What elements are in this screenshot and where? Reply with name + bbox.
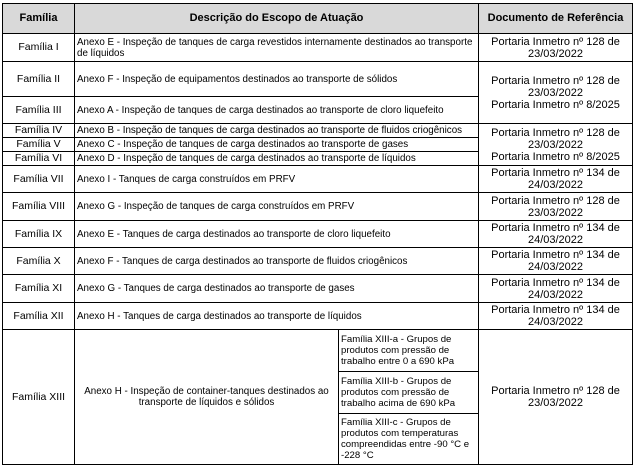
- documento-line: Portaria Inmetro nº 128 de: [491, 35, 620, 48]
- familia-cell: Família XII: [3, 303, 75, 330]
- descricao-cell: Anexo D - Inspeção de tanques de carga destinados ao transporte de líquidos: [75, 152, 479, 166]
- table-row: [3, 34, 633, 62]
- documento-cell: [479, 221, 633, 248]
- documento-cell: [479, 124, 633, 166]
- table-row: [3, 275, 633, 303]
- familia-cell: Família VIII: [3, 193, 75, 221]
- documento-line: Portaria Inmetro nº 128 de: [491, 385, 620, 397]
- familia-cell: Família II: [3, 62, 75, 97]
- descricao-cell: Anexo I - Tanques de carga construídos em PRFV: [75, 166, 479, 193]
- familia-cell: Família IV: [3, 124, 75, 138]
- descricao-cell: Anexo C - Inspeção de tanques de carga destinados ao transporte de gases: [75, 138, 479, 152]
- descricao-cell: Anexo B - Inspeção de tanques de carga destinados ao transporte de fluidos criogênicos: [75, 124, 479, 138]
- documento-line: Portaria Inmetro nº 134 de: [491, 276, 620, 289]
- documento-line: 23/03/2022: [527, 397, 584, 409]
- documento-line: 24/03/2022: [527, 288, 584, 301]
- documento-line: Portaria Inmetro nº 134 de: [491, 167, 620, 179]
- documento-line: Portaria Inmetro nº 134 de: [491, 304, 620, 316]
- header-descricao: Descrição do Escopo de Atuação: [75, 4, 479, 34]
- familia-cell: Família V: [3, 138, 75, 152]
- familia-cell: Família IX: [3, 221, 75, 248]
- documento-cell: [479, 275, 633, 303]
- descricao-cell: Anexo H - Inspeção de container-tanques destinados ao transporte de líquidos e sólidos: [75, 330, 339, 465]
- descricao-cell: Anexo A - Inspeção de tanques de carga destinados ao transporte de cloro liquefeito: [75, 97, 479, 124]
- table-row: [3, 221, 633, 248]
- descricao-cell: Anexo G - Tanques de carga destinados ao transporte de gases: [75, 275, 479, 303]
- documento-line: 24/03/2022: [527, 261, 584, 273]
- descricao-cell: Anexo H - Tanques de carga destinados ao transporte de líquidos: [75, 303, 479, 330]
- documento-line: Portaria Inmetro nº 128 de: [491, 74, 620, 87]
- familia-cell: Família VI: [3, 152, 75, 166]
- documento-line: Portaria Inmetro nº 8/2025: [491, 150, 620, 163]
- documento-line: 24/03/2022: [527, 316, 584, 328]
- descricao-cell: Anexo G - Inspeção de tanques de carga construídos em PRFV: [75, 193, 479, 221]
- descricao-cell: Anexo F - Inspeção de equipamentos destinados ao transporte de sólidos: [75, 62, 479, 97]
- table-row: [3, 166, 633, 193]
- table-row: [3, 62, 633, 97]
- table-row: [3, 330, 633, 372]
- familia-cell: Família X: [3, 248, 75, 275]
- documento-line: Portaria Inmetro nº 8/2025: [491, 98, 620, 111]
- familia-cell: Família III: [3, 97, 75, 124]
- subfamilia-cell: Família XIII-a - Grupos de produtos com pressão de trabalho entre 0 a 690 kPa: [339, 330, 479, 372]
- documento-cell: [479, 330, 633, 465]
- table-row: [3, 193, 633, 221]
- documento-line: Portaria Inmetro nº 128 de: [491, 126, 620, 139]
- familia-cell: Família XIII: [3, 330, 75, 465]
- familia-cell: Família XI: [3, 275, 75, 303]
- header-familia: Família: [3, 4, 75, 34]
- documento-line: 23/03/2022: [527, 86, 584, 99]
- table-row: [3, 303, 633, 330]
- documento-line: Portaria Inmetro nº 128 de: [491, 194, 620, 207]
- documento-line: Portaria Inmetro nº 134 de: [491, 249, 620, 261]
- table-row: [3, 124, 633, 138]
- subfamilia-cell: Família XIII-c - Grupos de produtos com temperaturas compreendidas entre -90 °C e -228 °C: [339, 414, 479, 465]
- documento-line: 23/03/2022: [527, 138, 584, 151]
- documento-cell: [479, 303, 633, 330]
- descricao-cell: Anexo E - Tanques de carga destinados ao transporte de cloro liquefeito: [75, 221, 479, 248]
- scope-table: [2, 3, 633, 465]
- documento-line: 23/03/2022: [527, 206, 584, 219]
- familia-cell: Família I: [3, 34, 75, 62]
- table-row: [3, 248, 633, 275]
- header-documento: Documento de Referência: [479, 4, 633, 34]
- descricao-cell: Anexo E - Inspeção de tanques de carga revestidos internamente destinados ao transporte de líquidos: [75, 34, 479, 62]
- documento-cell: [479, 248, 633, 275]
- header-row: [3, 4, 633, 34]
- documento-line: 24/03/2022: [527, 234, 584, 246]
- subfamilia-cell: Família XIII-b - Grupos de produtos com pressão de trabalho acima de 690 kPa: [339, 372, 479, 414]
- documento-line: 24/03/2022: [527, 179, 584, 191]
- documento-cell: [479, 193, 633, 221]
- documento-cell: [479, 34, 633, 62]
- familia-cell: Família VII: [3, 166, 75, 193]
- documento-cell: [479, 166, 633, 193]
- documento-cell: [479, 62, 633, 124]
- documento-line: Portaria Inmetro nº 134 de: [491, 222, 620, 234]
- documento-line: 23/03/2022: [527, 47, 584, 60]
- descricao-cell: Anexo F - Tanques de carga destinados ao transporte de fluidos criogênicos: [75, 248, 479, 275]
